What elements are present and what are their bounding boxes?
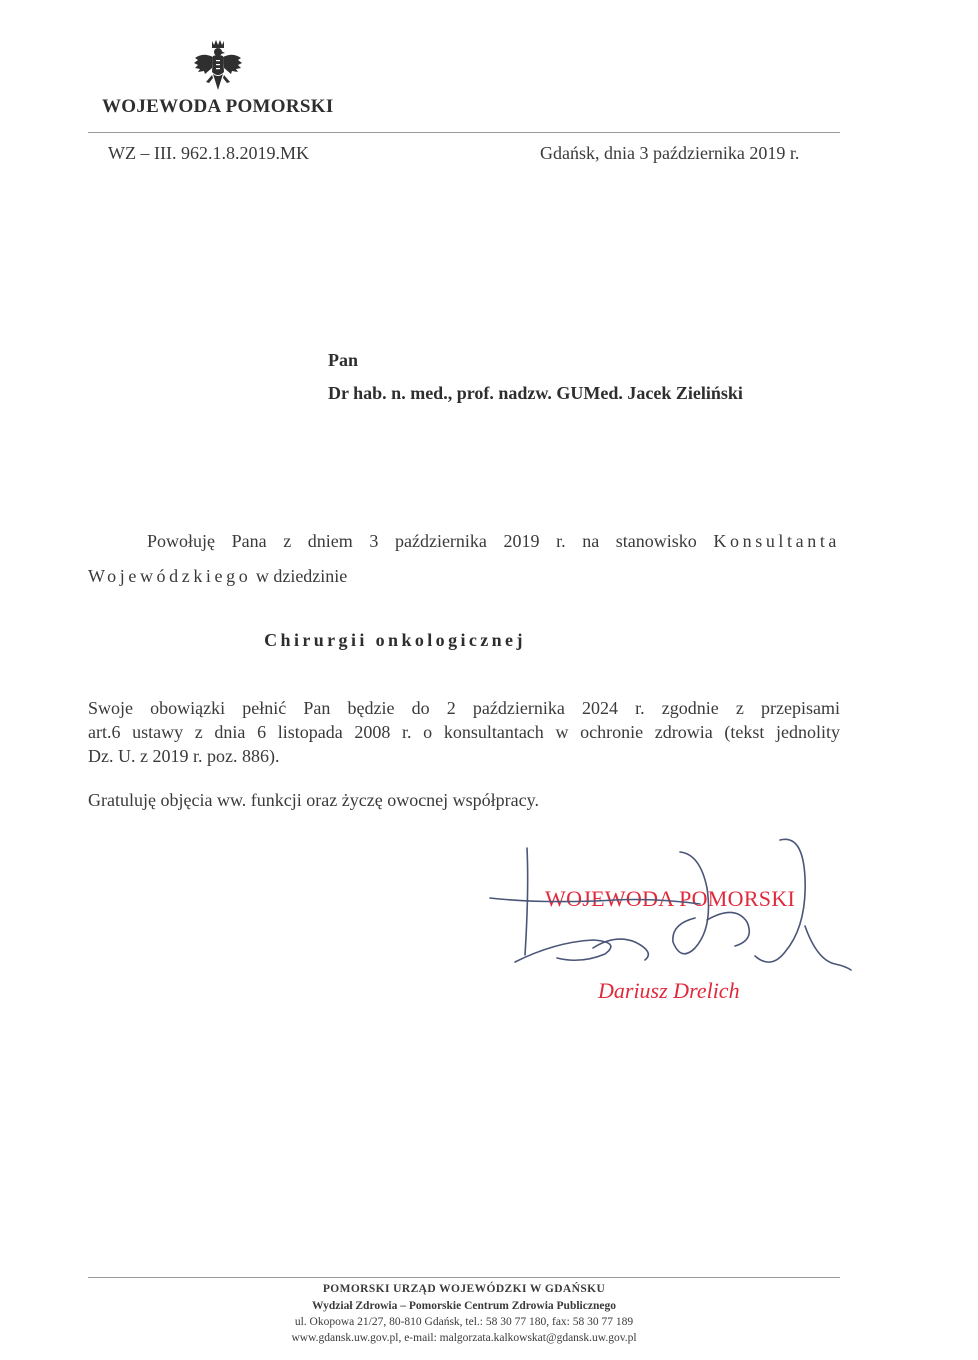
- eagle-emblem-icon: [193, 38, 243, 94]
- duties-line-2: art.6 ustawy z dnia 6 listopada 2008 r. o konsultantach w ochronie zdrowia (tekst jednolity: [88, 722, 840, 742]
- appointment-line-1: [88, 524, 840, 559]
- appointment-text-end: w dziedzinie: [255, 566, 348, 586]
- stamp-signatory-name: Dariusz Drelich: [598, 978, 740, 1003]
- footer-web-email: www.gdansk.uw.gov.pl, e-mail: malgorzata.kalkowskat@gdansk.uw.gov.pl: [291, 1332, 637, 1344]
- footer-department: Wydział Zdrowia – Pomorskie Centrum Zdrowia Publicznego: [312, 1300, 616, 1312]
- salutation: Pan: [328, 350, 359, 370]
- closing-sentence: Gratuluję objęcia ww. funkcji oraz życzę owocnej współpracy.: [88, 790, 539, 810]
- place-date: Gdańsk, dnia 3 października 2019 r.: [540, 143, 800, 163]
- position-title-part-2: Wojewódzkiego: [88, 566, 252, 586]
- duties-paragraph: [88, 696, 840, 768]
- footer-divider: [88, 1277, 840, 1278]
- footer-address: ul. Okopowa 21/27, 80-810 Gdańsk, tel.: 58 30 77 180, fax: 58 30 77 189: [294, 1316, 634, 1328]
- addressee-name: Dr hab. n. med., prof. nadzw. GUMed. Jacek Zieliński: [328, 383, 743, 403]
- header-divider: [88, 132, 840, 133]
- appointment-line-2: [88, 559, 840, 594]
- duties-line-1: Swoje obowiązki pełnić Pan będzie do 2 października 2024 r. zgodnie z przepisami: [88, 698, 840, 718]
- stamp-title: WOJEWODA POMORSKI: [545, 886, 796, 911]
- reference-number: WZ – III. 962.1.8.2019.MK: [108, 143, 309, 163]
- specialty-field: Chirurgii onkologicznej: [264, 630, 526, 650]
- handwritten-signature: [485, 830, 855, 980]
- appointment-text-start: Powołuję Pana z dniem 3 października 2019 r. na stanowisko: [147, 531, 697, 551]
- office-title: WOJEWODA POMORSKI: [102, 96, 334, 117]
- duties-line-3: Dz. U. z 2019 r. poz. 886).: [88, 746, 280, 766]
- appointment-paragraph: [88, 524, 840, 594]
- position-title-part-1: Konsultanta: [713, 531, 841, 551]
- footer-office-name: POMORSKI URZĄD WOJEWÓDZKI W GDAŃSKU: [322, 1283, 606, 1295]
